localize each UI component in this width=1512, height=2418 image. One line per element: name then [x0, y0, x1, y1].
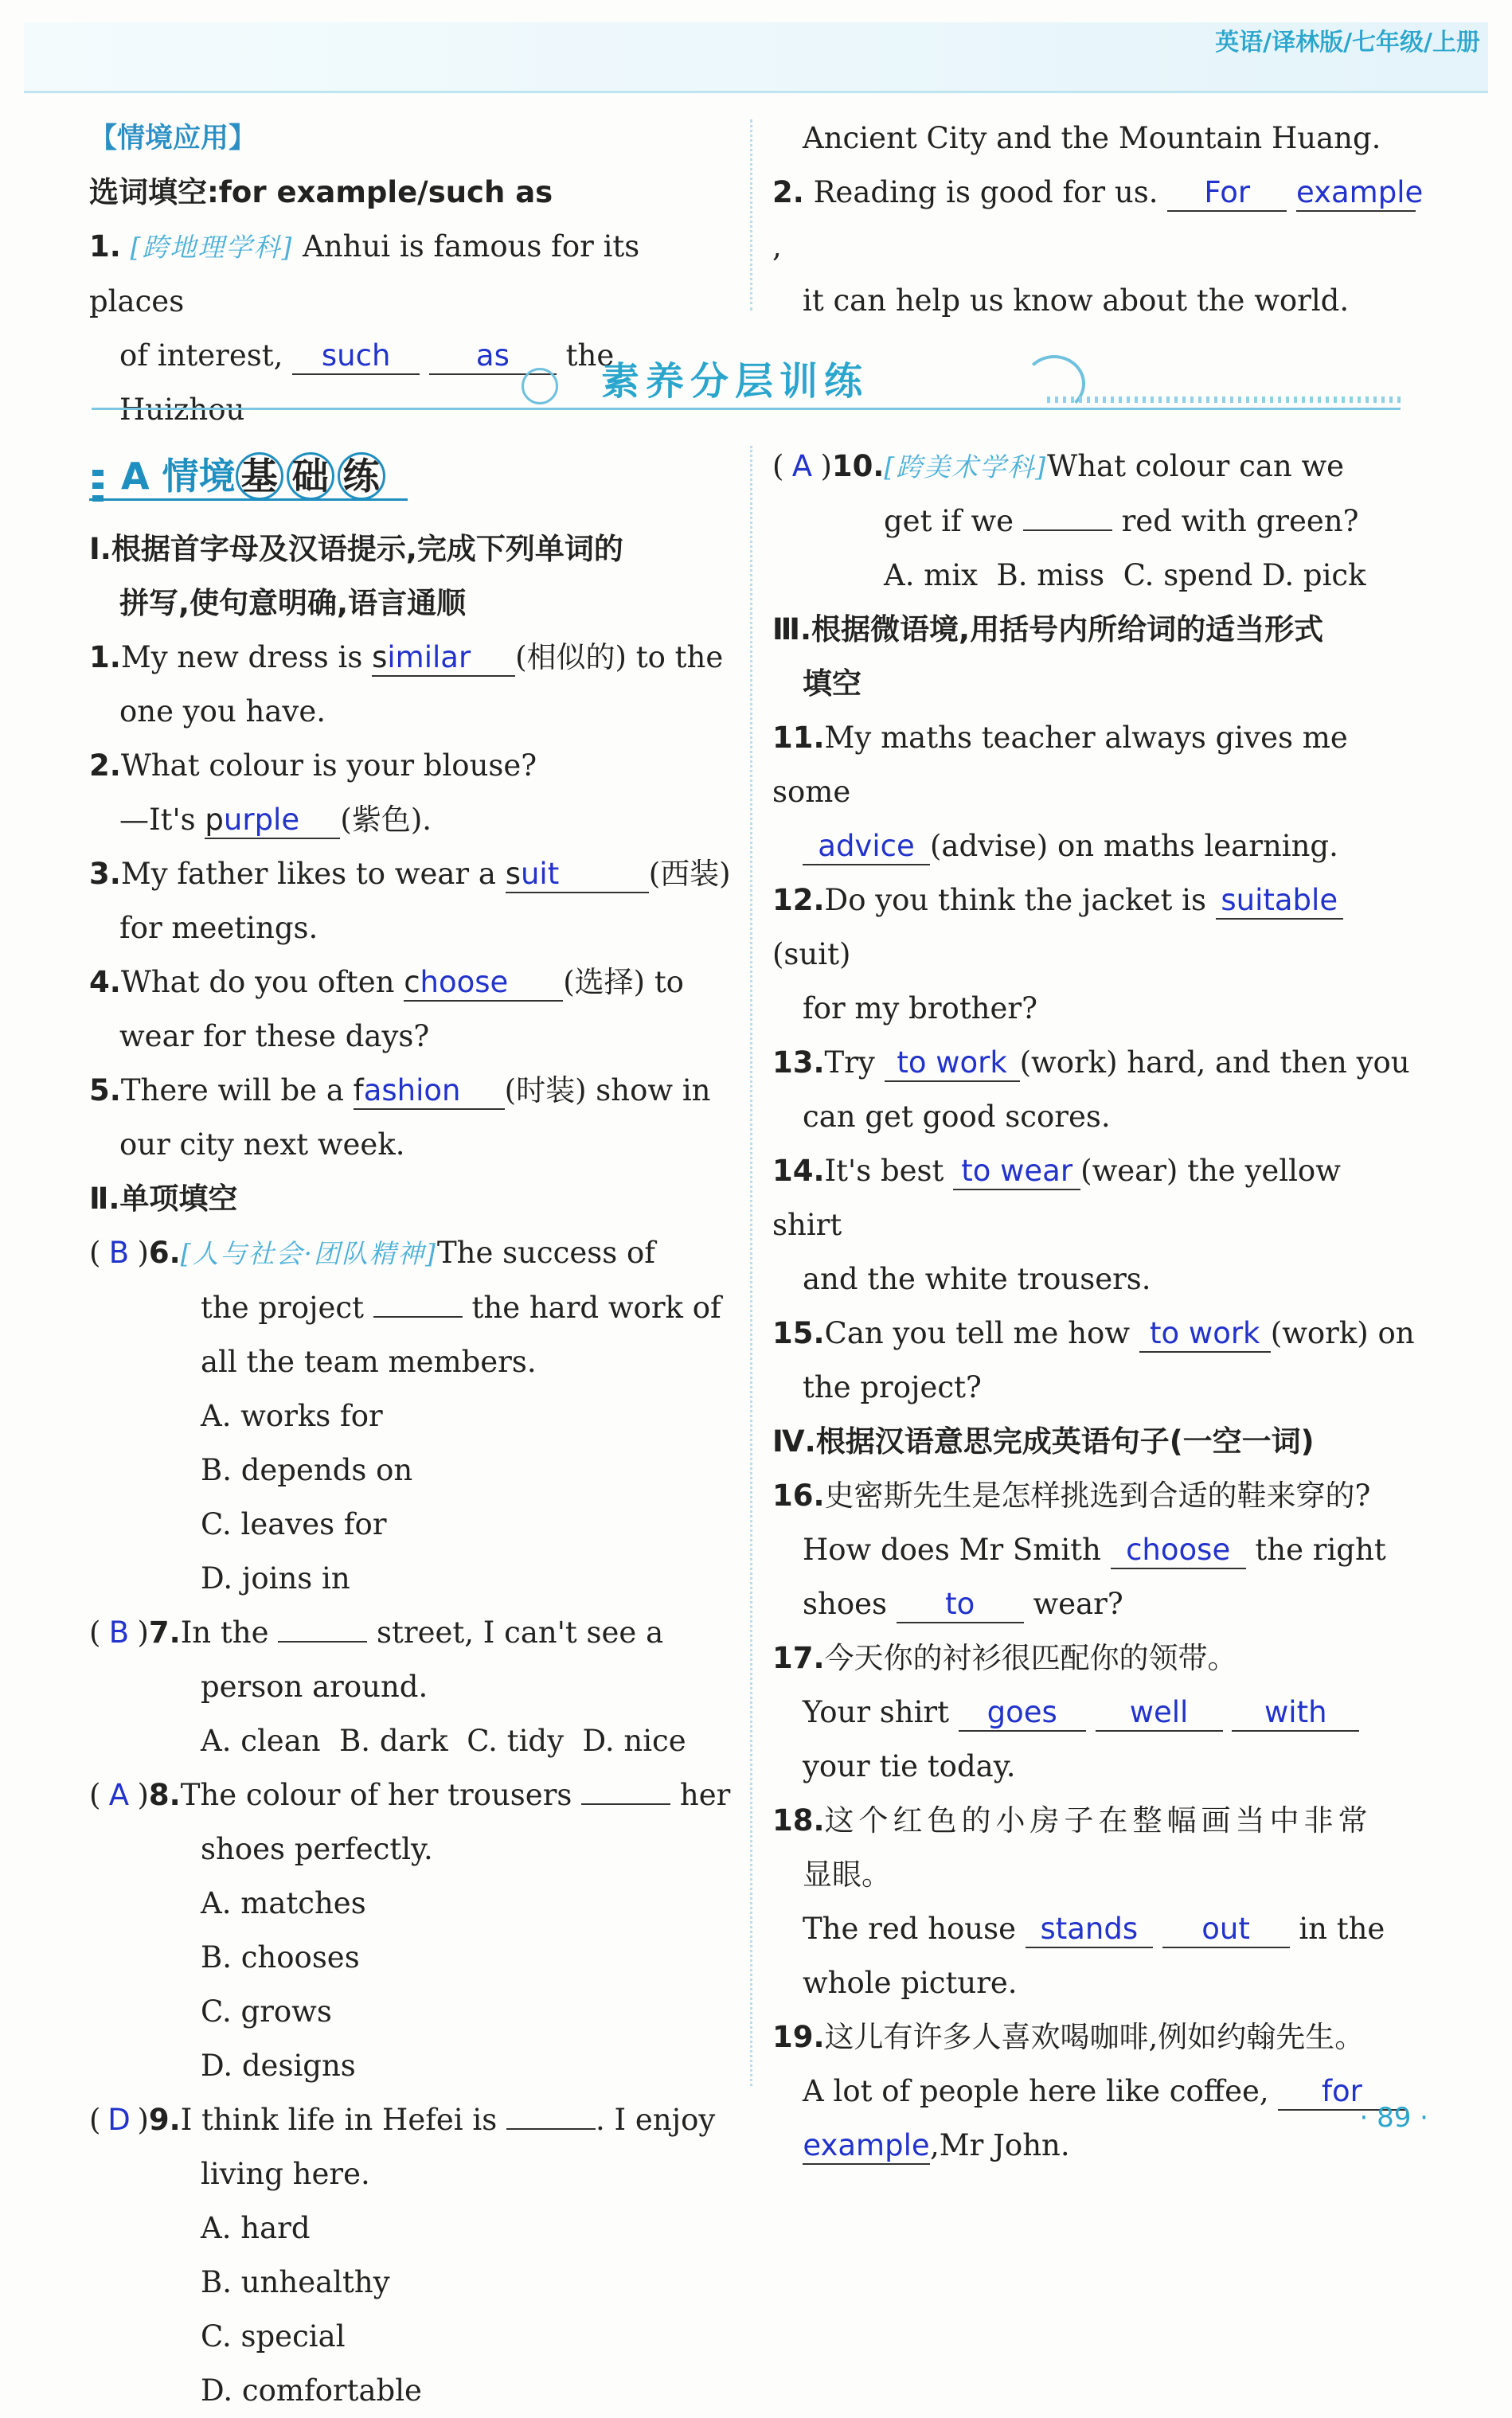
question-text: and the white trousers. [803, 1262, 1151, 1296]
answer-blank: choose [1111, 1533, 1246, 1569]
question-number: 5. [89, 1073, 121, 1107]
given-letter: p [205, 803, 224, 837]
answer-blank [506, 857, 649, 893]
option-c: C. grows [201, 1994, 332, 2029]
question-7: ( B )7.In the street, I can't see a [89, 1606, 733, 1660]
question-text: How does Mr Smith [803, 1533, 1101, 1567]
question-text: What do you often [120, 965, 404, 999]
question-text: ,Mr John. [930, 2128, 1070, 2162]
target-icon [522, 368, 558, 404]
question-2 [772, 166, 1424, 274]
answer-blank: for [1278, 2074, 1405, 2111]
question-number: 4. [89, 965, 121, 999]
header-divider [24, 91, 1488, 93]
question-text: whole picture. [803, 1966, 1018, 2000]
question-text: red with green? [1121, 504, 1359, 538]
section-word: 情境 [162, 455, 236, 498]
chinese-prompt: 这个红色的小房子在整幅画当中非常 [824, 1803, 1373, 1838]
option-d: D. designs [201, 2049, 356, 2083]
answer-blank: goes [959, 1695, 1086, 1732]
answer-blank [404, 965, 563, 1002]
options: A. clean B. dark C. tidy D. nice [201, 1724, 686, 1758]
section-circled-char: 基 [236, 452, 283, 500]
question-number: 6. [148, 1236, 181, 1270]
option-c: C. leaves for [201, 1507, 387, 1541]
context-application-right [772, 111, 1424, 328]
answer-blank [205, 803, 340, 839]
answer-text: urple [223, 803, 300, 837]
question-19 [772, 2010, 1419, 2064]
options [89, 1498, 733, 1606]
answer-blank: well [1096, 1695, 1223, 1732]
question-text: street, I can't see a [377, 1615, 664, 1650]
question-5 [89, 1064, 733, 1118]
option-c: C. special [201, 2319, 346, 2354]
given-letter: s [372, 640, 388, 674]
question-12 [772, 873, 1419, 982]
options [89, 1877, 733, 1985]
part-3-heading-cont: 填空 [803, 666, 861, 701]
question-10-line-2 [772, 494, 1419, 549]
answer-blank: example [1296, 175, 1416, 212]
answer-blank: suitable [1216, 883, 1343, 920]
question-number: 12. [772, 883, 825, 917]
question-text: (advise) on maths learning. [930, 829, 1338, 863]
question-number: 2. [89, 748, 121, 783]
subject-tag: [跨地理学科] [130, 232, 294, 263]
question-text: A lot of people here like coffee, [803, 2074, 1269, 2108]
answer-blank: example [803, 2128, 930, 2165]
banner-title: 素养分层训练 [601, 359, 869, 404]
left-column [89, 522, 733, 2418]
question-text: (work) on [1270, 1316, 1415, 1350]
question-text: (相似的) to the [515, 640, 724, 674]
question-18 [772, 1794, 1419, 1848]
question-text: it can help us know about the world. [803, 283, 1350, 318]
question-text: (wear) the yellow shirt [772, 1154, 1341, 1242]
section-letter: A [121, 455, 150, 498]
question-text: (work) hard, and then you [1019, 1045, 1410, 1080]
question-text: The success of [436, 1236, 655, 1270]
answer-blank: such [292, 338, 420, 375]
question-text: the project? [803, 1370, 982, 1404]
options [89, 1985, 733, 2093]
subject-tag: [跨美术学科] [884, 451, 1048, 482]
question-14 [772, 1144, 1419, 1252]
question-text: one you have. [119, 694, 326, 729]
question-text: person around. [201, 1670, 428, 1704]
answer-blank: stands [1026, 1912, 1153, 1948]
question-text: wear for these days? [119, 1019, 430, 1053]
question-text: wear? [1033, 1587, 1123, 1621]
question-text: —It's [119, 803, 205, 837]
question-number: 16. [772, 1479, 825, 1513]
options [89, 1389, 733, 1498]
question-18-line-3 [772, 1902, 1419, 1956]
question-2-line-2 [89, 793, 733, 847]
options: A. mix B. miss C. spend D. pick [884, 558, 1366, 592]
question-text: My maths teacher always gives me some [772, 721, 1348, 809]
answer-blank: to work [885, 1045, 1020, 1082]
question-text: all the team members. [201, 1345, 537, 1379]
section-circled-char: 础 [287, 452, 334, 500]
question-text: Can you tell me how [824, 1316, 1130, 1350]
question-text: I think life in Hefei is [180, 2103, 498, 2137]
question-number: 14. [772, 1154, 825, 1188]
answer-blank: For [1167, 175, 1287, 212]
question-text: Do you think the jacket is [824, 883, 1206, 917]
given-letter: f [353, 1073, 364, 1107]
option-a: A. works for [201, 1399, 383, 1433]
answer-blank: to [897, 1587, 1024, 1623]
part-1-heading-cont: 拼写,使句意明确,语言通顺 [119, 586, 467, 620]
question-text: can get good scores. [803, 1100, 1111, 1134]
question-text: Try [824, 1045, 875, 1080]
given-letter: c [404, 965, 420, 999]
question-number: 18. [772, 1803, 825, 1838]
question-text: shoes [803, 1587, 887, 1621]
question-text: (选择) to [563, 965, 684, 999]
instruction: 选词填空:for example/such as [89, 175, 553, 209]
question-2 [89, 739, 733, 793]
question-11 [772, 711, 1419, 819]
question-text: (suit) [772, 937, 851, 971]
section-underline [89, 498, 408, 501]
question-text: in the [1299, 1912, 1385, 1946]
part-3-heading: Ⅲ.根据微语境,用括号内所给词的适当形式 [772, 612, 1324, 646]
question-text: the hard work of [471, 1291, 721, 1325]
answer-blank [581, 1768, 670, 1805]
book-title: 英语/译林版/七年级/上册 [1215, 29, 1480, 57]
question-text: What colour is your blouse? [120, 748, 537, 783]
banner-dots [1047, 396, 1401, 403]
answer-blank: to wear [953, 1154, 1080, 1190]
option-b: B. depends on [201, 1453, 413, 1487]
question-number: 1. [89, 229, 121, 264]
question-text: shoes perfectly. [201, 1832, 433, 1866]
chinese-prompt: 这儿有许多人喜欢喝咖啡,例如约翰先生。 [824, 2020, 1365, 2054]
question-text: for my brother? [803, 991, 1037, 1025]
section-circled-char: 练 [338, 452, 385, 500]
question-text: The colour of her trousers [180, 1778, 572, 1812]
answer-choice: B [108, 1236, 130, 1270]
question-3 [89, 847, 733, 901]
column-divider [750, 446, 752, 2086]
question-number: 2. [772, 175, 804, 209]
answer-text: imilar [387, 640, 471, 674]
question-text: What colour can we [1047, 449, 1345, 483]
answer-choice: A [108, 1778, 130, 1812]
question-number: 11. [772, 721, 825, 755]
option-b: B. chooses [201, 1940, 360, 1975]
answer-blank [372, 640, 515, 677]
answer-blank: with [1232, 1695, 1359, 1732]
question-text: the project [201, 1291, 364, 1325]
question-text: the right [1255, 1533, 1386, 1567]
banner-line [92, 408, 1401, 410]
question-text: It's best [824, 1154, 944, 1188]
question-text: (时装) show in [504, 1073, 711, 1107]
question-number: 19. [772, 2020, 825, 2054]
question-6: ( B )6.[人与社会·团队精神]The success of [89, 1226, 733, 1281]
question-text: Reading is good for us. [813, 175, 1158, 209]
question-17-line-2 [772, 1686, 1419, 1740]
question-text: the Huizhou [119, 338, 615, 427]
option-a: A. matches [201, 1886, 366, 1920]
answer-blank [373, 1281, 463, 1318]
answer-blank [1023, 494, 1112, 531]
question-6-line-2 [89, 1281, 733, 1335]
question-text: for meetings. [119, 911, 318, 945]
section-tag: 【情境应用】 [89, 123, 257, 154]
question-number: 13. [772, 1045, 825, 1080]
question-text: your tie today. [803, 1749, 1016, 1783]
option-b: B. unhealthy [201, 2265, 390, 2299]
question-number: 9. [148, 2103, 181, 2137]
question-text: Your shirt [803, 1695, 949, 1729]
punctuation: , [772, 229, 782, 264]
answer-blank: as [429, 338, 557, 375]
answer-blank [506, 2093, 596, 2130]
option-d: D. comfortable [201, 2373, 422, 2408]
question-text: The red house [803, 1912, 1017, 1946]
chinese-prompt: 史密斯先生是怎样挑选到合适的鞋来穿的? [824, 1479, 1371, 1513]
question-17 [772, 1631, 1419, 1686]
options [89, 2201, 733, 2310]
question-text: (西装) [648, 857, 731, 891]
option-d: D. joins in [201, 1561, 350, 1596]
column-divider [750, 119, 752, 311]
answer-choice: A [791, 449, 813, 483]
question-8: ( A )8.The colour of her trousers her [89, 1768, 733, 1822]
question-text: of interest, [119, 338, 283, 373]
part-1-heading: Ⅰ.根据首字母及汉语提示,完成下列单词的 [89, 532, 623, 566]
part-2-heading: Ⅱ.单项填空 [89, 1182, 238, 1216]
options [89, 2310, 733, 2418]
question-19-line-2 [772, 2064, 1419, 2119]
question-number: 7. [148, 1615, 181, 1650]
question-number: 17. [772, 1641, 825, 1675]
question-number: 15. [772, 1316, 825, 1350]
answer-text: uit [520, 857, 560, 891]
question-9: ( D )9.I think life in Hefei is . I enjoy [89, 2093, 733, 2147]
question-10: ( A )10.[跨美术学科]What colour can we [772, 439, 1419, 494]
question-11-line-2 [772, 819, 1419, 873]
question-text: In the [180, 1615, 269, 1650]
question-text: Anhui is famous for its places [89, 229, 640, 318]
question-number: 1. [89, 640, 121, 674]
page-number: · 89 · [1359, 2102, 1428, 2134]
part-4-heading: Ⅳ.根据汉语意思完成英语句子(一空一词) [772, 1424, 1315, 1459]
chinese-prompt: 今天你的衬衫很匹配你的领带。 [824, 1641, 1237, 1675]
question-16 [772, 1469, 1419, 1523]
answer-blank [354, 1073, 505, 1110]
option-a: A. hard [201, 2211, 311, 2245]
right-column [772, 439, 1419, 2173]
question-text: get if we [884, 504, 1014, 538]
question-4 [89, 955, 733, 1010]
question-16-line-3 [772, 1577, 1419, 1631]
answer-blank: out [1162, 1912, 1290, 1948]
chinese-prompt: 显眼。 [803, 1857, 891, 1892]
question-text: Ancient City and the Mountain Huang. [803, 121, 1381, 155]
answer-choice: B [108, 1615, 130, 1650]
question-text: . I enjoy [596, 2103, 716, 2137]
section-banner [92, 350, 1401, 416]
answer-choice: D [107, 2103, 131, 2137]
section-a-title [89, 447, 389, 500]
question-16-line-2 [772, 1523, 1419, 1577]
question-text: living here. [201, 2157, 370, 2191]
question-15 [772, 1307, 1419, 1361]
question-text: (紫色). [340, 803, 432, 837]
question-1 [89, 220, 733, 329]
question-number: 3. [89, 857, 121, 891]
question-text: her [679, 1778, 731, 1812]
answer-text: hoose [420, 965, 509, 999]
given-letter: s [505, 857, 521, 891]
swirl-icon [1023, 355, 1085, 412]
question-text: My father likes to wear a [120, 857, 506, 891]
question-text: our city next week. [119, 1127, 405, 1162]
answer-blank: to work [1139, 1316, 1271, 1353]
question-number: 8. [148, 1778, 181, 1812]
question-number: 10. [831, 449, 885, 483]
question-text: There will be a [120, 1073, 354, 1107]
answer-text: ashion [363, 1073, 461, 1107]
answer-blank: advice [803, 829, 930, 865]
question-1 [89, 631, 733, 685]
question-13 [772, 1036, 1419, 1090]
question-text: My new dress is [120, 640, 373, 674]
question-19-line-3 [772, 2119, 1419, 2173]
answer-blank [278, 1606, 367, 1643]
subject-tag: [人与社会·团队精神] [180, 1238, 437, 1269]
